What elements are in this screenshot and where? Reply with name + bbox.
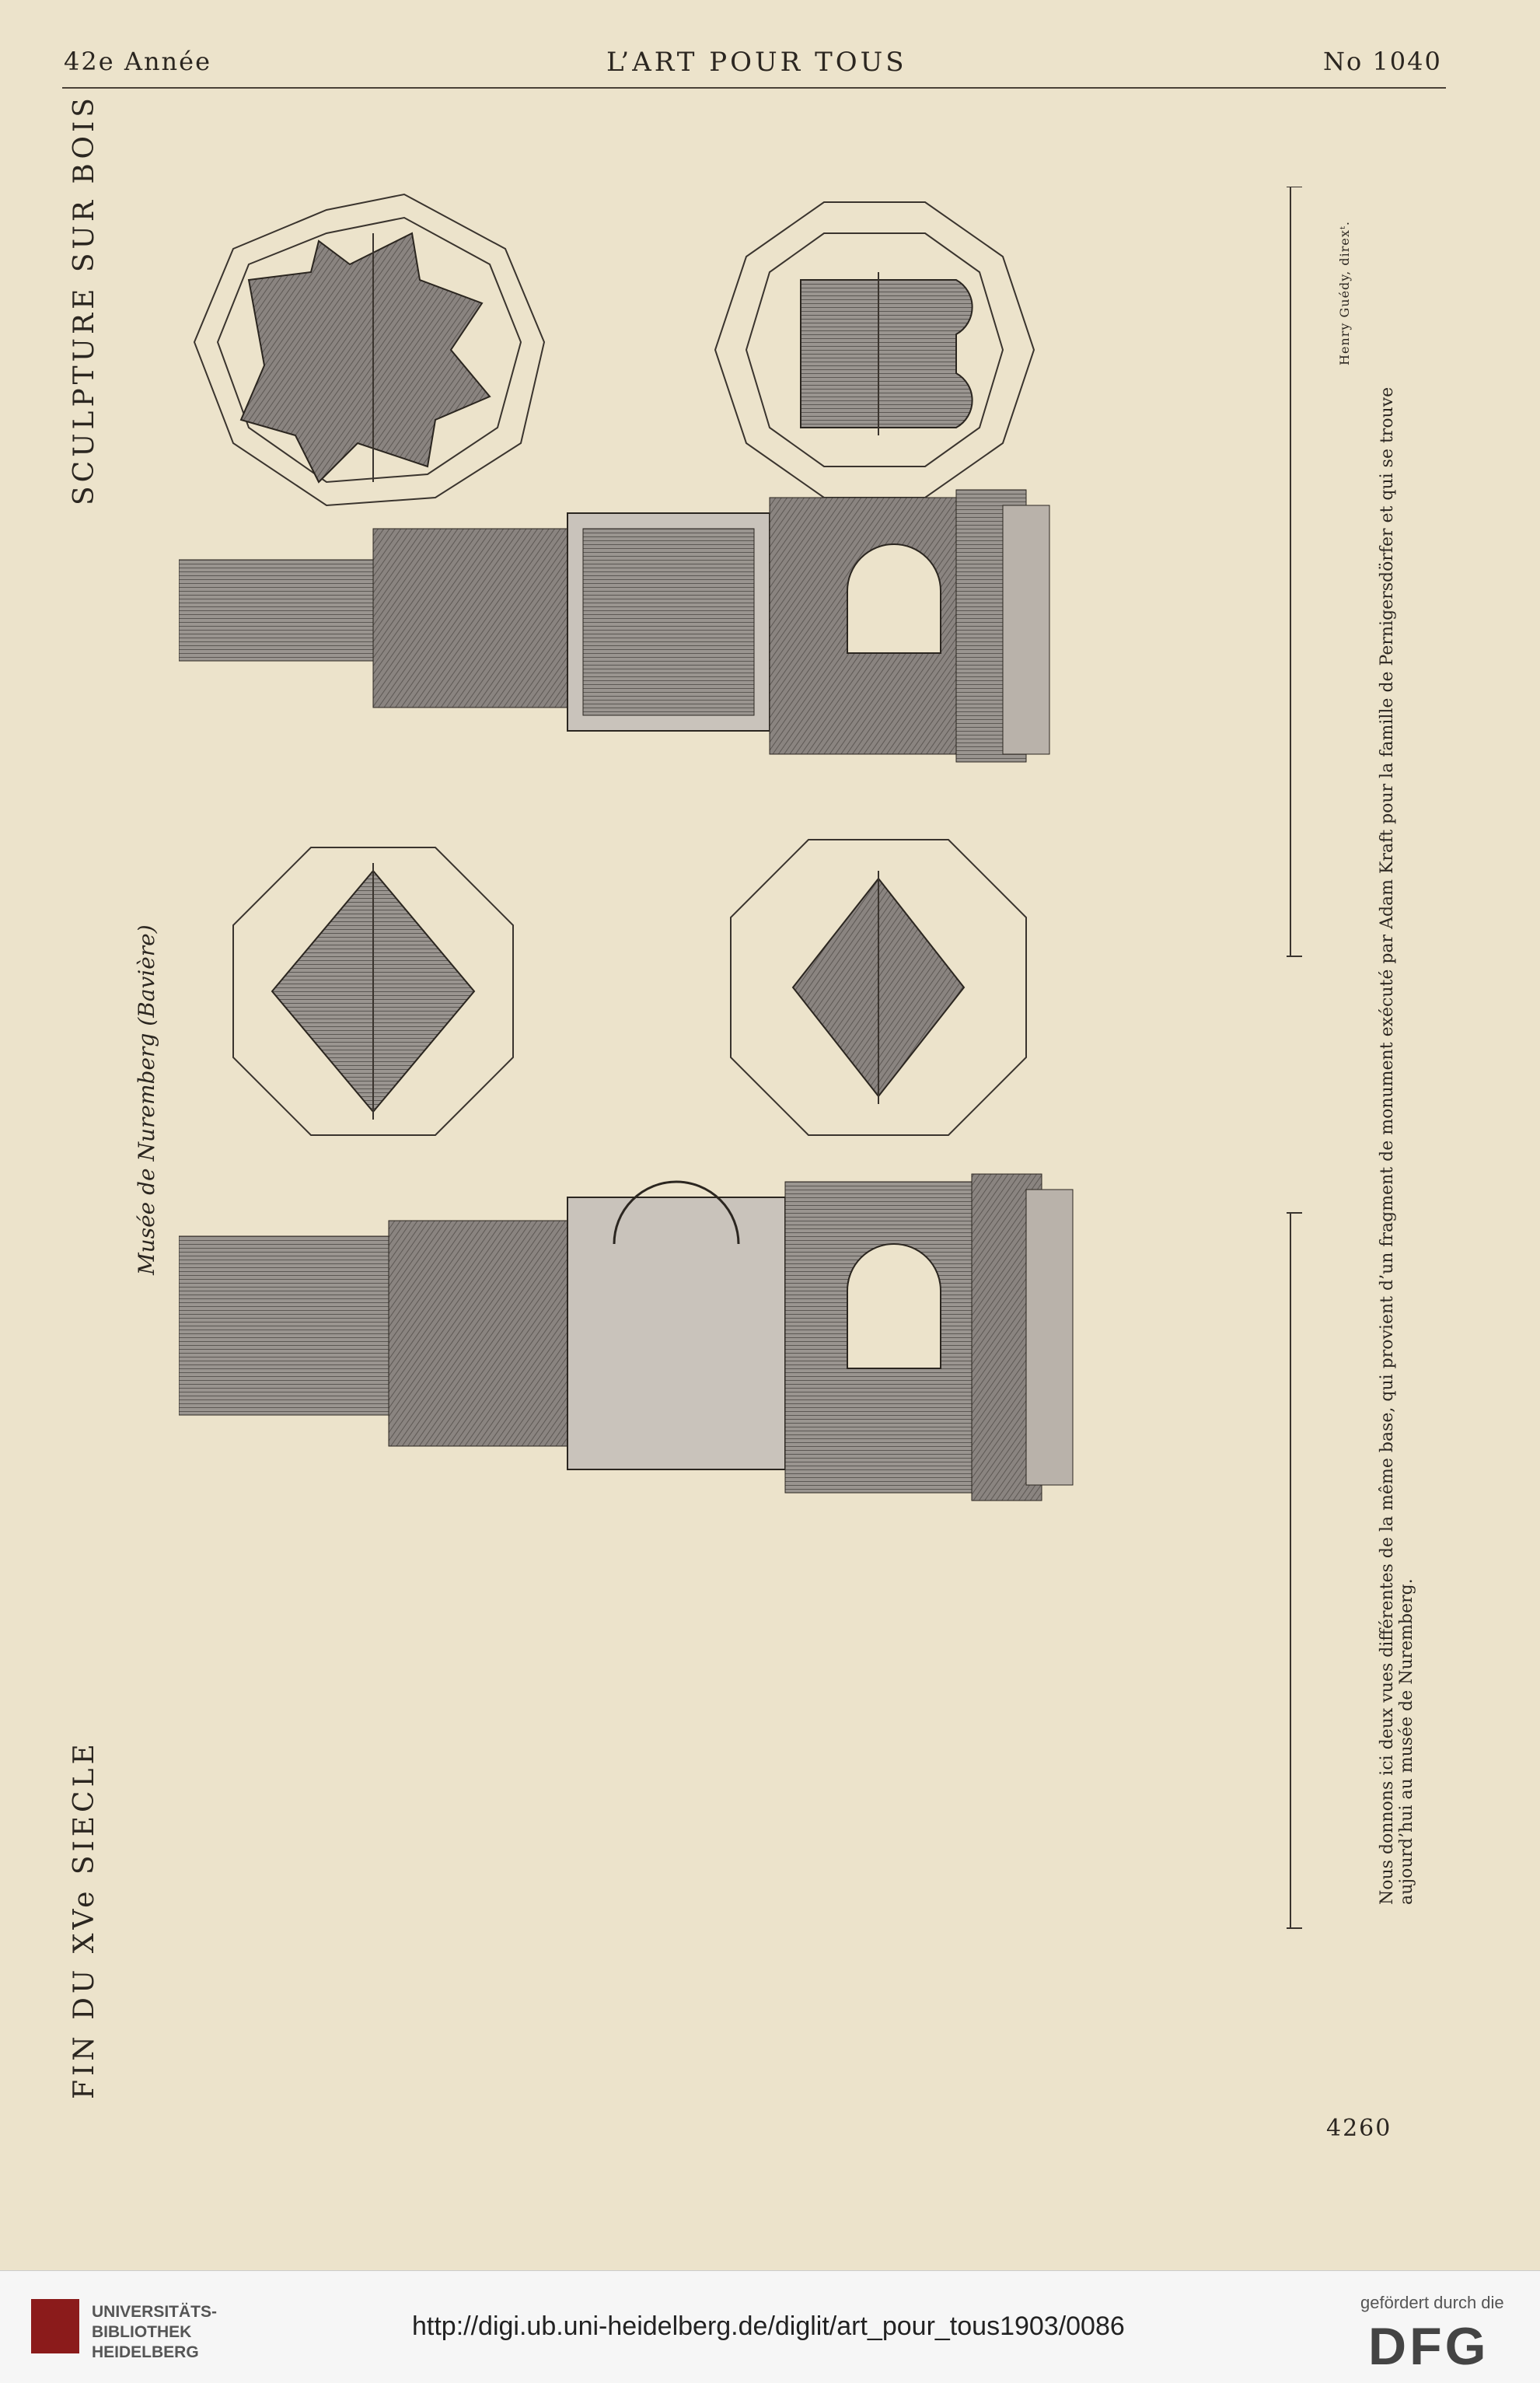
- funded-by: gefördert durch die: [1360, 2293, 1504, 2312]
- museum-label: Musée de Nuremberg (Bavière): [134, 924, 159, 1275]
- footer: [0, 2270, 1540, 2383]
- plate-number: 4260: [1326, 2115, 1392, 2142]
- header-title: L’ART POUR TOUS: [606, 47, 907, 78]
- source-url-link[interactable]: http://digi.ub.uni-heidelberg.de/diglit/art_pour_tous1903/0086: [412, 2311, 1125, 2341]
- library-name: [92, 2302, 217, 2363]
- header-rule: [62, 87, 1446, 89]
- header-year: 42e Année: [64, 47, 212, 76]
- header-number: No 1040: [1323, 47, 1442, 76]
- caption-text: Nous donnons ici deux vues différentes de la même base, qui provient d’un fragment de monument exécuté par Adam Kraft pour la famille de Pernigersdörfer et qui se trouve aujourd’hui au musée de Nuremberg.: [1378, 386, 1416, 1905]
- dfg-logo: DFG: [1368, 2317, 1489, 2376]
- column-elevation-bottom: [179, 1174, 1073, 1501]
- scale-bar-top: [1287, 187, 1302, 956]
- category-bottom: FIN DU XVe SIECLE: [68, 1740, 100, 2099]
- engraving-plate: [179, 187, 1376, 2091]
- column-elevation-top: [179, 490, 1049, 762]
- library-line-3: HEIDELBERG: [92, 2343, 199, 2361]
- plan-view-bottom-right: [731, 840, 1026, 1135]
- scale-bar-bottom: [1287, 1213, 1302, 1928]
- library-line-2: BIBLIOTHEK: [92, 2323, 192, 2341]
- plan-view-bottom-left: [233, 847, 513, 1135]
- engraver-credit: Henry Guédy, direxᵗ.: [1337, 221, 1352, 365]
- plan-view-top-right: [715, 202, 1034, 498]
- library-logo: [31, 2299, 79, 2353]
- plan-view-top-left: [194, 194, 544, 505]
- library-line-1: UNIVERSITÄTS-: [92, 2303, 218, 2321]
- category-top: SCULPTURE SUR BOIS: [68, 94, 100, 505]
